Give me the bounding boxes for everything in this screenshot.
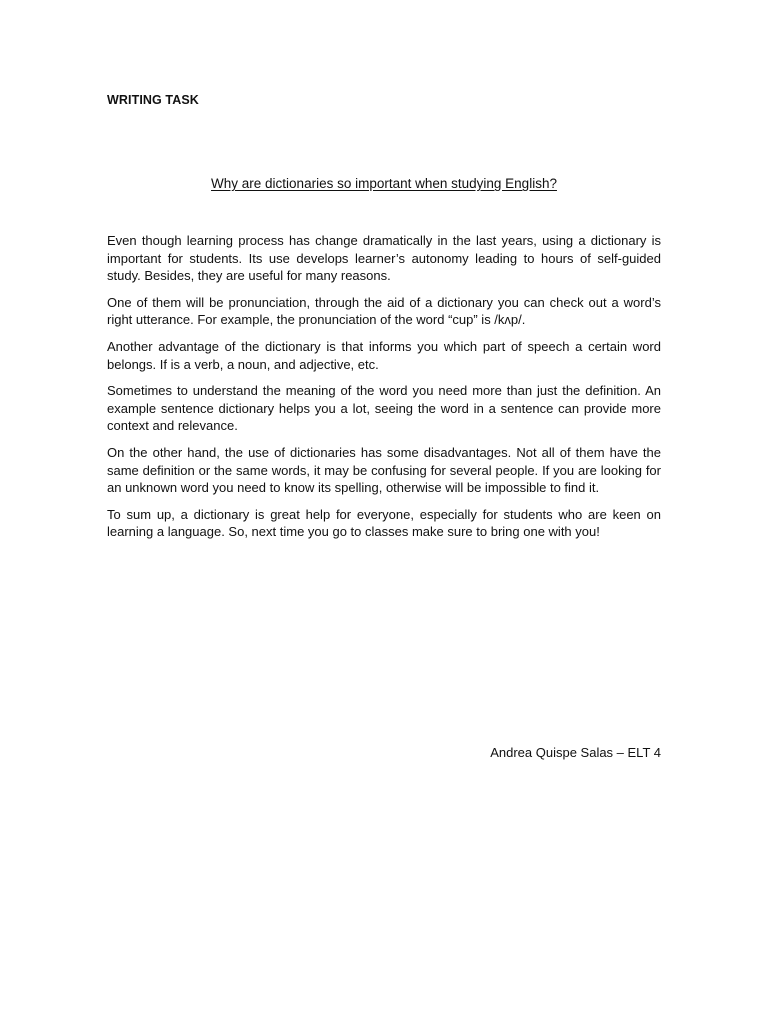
paragraph-part-of-speech: Another advantage of the dictionary is that informs you which part of speech a certain word belongs. If is a verb, a noun, and adjective, etc.: [107, 338, 661, 372]
paragraph-conclusion: To sum up, a dictionary is great help for everyone, especially for students who are keen on learning a language. So, next time you go to classes make sure to bring one with you!: [107, 506, 661, 540]
paragraph-pronunciation: One of them will be pronunciation, through the aid of a dictionary you can check out a word’s right utterance. For example, the pronunciation of the word “cup” is /kʌp/.: [107, 294, 661, 328]
essay-body: [107, 232, 661, 550]
author-signature: Andrea Quispe Salas – ELT 4: [490, 745, 661, 760]
paragraph-example-sentence: Sometimes to understand the meaning of the word you need more than just the definition. An example sentence dictionary helps you a lot, seeing the word in a sentence can provide more context and relevance.: [107, 383, 661, 434]
document-heading: WRITING TASK: [107, 93, 199, 107]
essay-title: Why are dictionaries so important when studying English?: [211, 176, 557, 191]
paragraph-disadvantages: On the other hand, the use of dictionaries has some disadvantages. Not all of them have the same definition or the same words, it may be confusing for several people. If you are looking for an unknown word you need to know its spelling, otherwise will be impossible to find it.: [107, 444, 661, 496]
paragraph-intro: Even though learning process has change dramatically in the last years, using a dictionary is important for students. Its use develops learner’s autonomy leading to hours of self-guided study. Besides, they are useful for many reasons.: [107, 233, 661, 284]
